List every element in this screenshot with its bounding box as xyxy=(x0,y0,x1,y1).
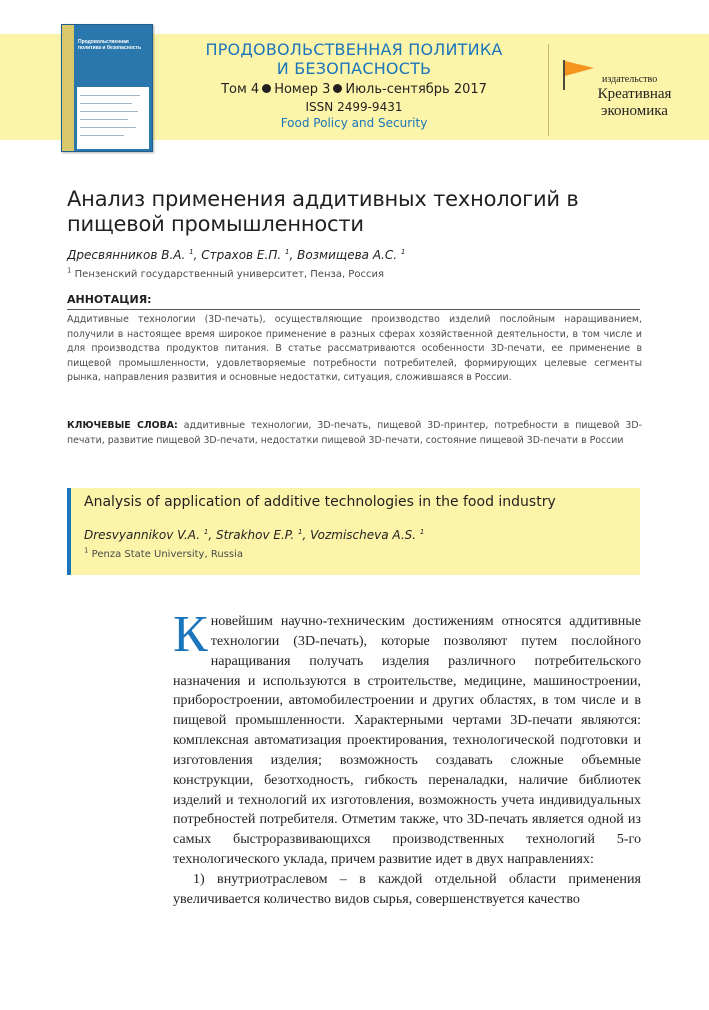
article-title: Анализ применения аддитивных технологий в пищевой промышленности xyxy=(67,187,579,236)
cover-line xyxy=(80,127,136,128)
journal-issue xyxy=(170,81,538,99)
author-name: Дресвянников В.А. xyxy=(67,248,186,262)
journal-title xyxy=(170,40,538,78)
journal-number: Номер 3 xyxy=(274,82,331,97)
author-name: Dresvyannikov V.A. xyxy=(84,528,201,542)
author-name: Vozmischeva A.S. xyxy=(310,528,417,542)
affiliation-num: 1 xyxy=(84,546,89,555)
journal-period: Июль-сентябрь 2017 xyxy=(345,82,487,97)
cover-contents-page xyxy=(77,87,149,149)
cover-line xyxy=(80,95,140,96)
keywords-label: КЛЮЧЕВЫЕ СЛОВА: xyxy=(67,420,178,431)
author-aff: 1 xyxy=(298,528,303,536)
author-name: Strakhov E.P. xyxy=(215,528,295,542)
author-name: Возмищева А.С. xyxy=(297,248,398,262)
journal-title-line2: И БЕЗОПАСНОСТЬ xyxy=(276,59,432,78)
publisher-small-label: издательство xyxy=(602,74,658,85)
abstract-label: АННОТАЦИЯ: xyxy=(67,293,152,306)
publisher-name-line1: Креативная xyxy=(597,86,672,102)
authors-ru: Дресвянников В.А. $^1$, Страхов Е.П. $^1$, Возмищева А.С. $^1$ xyxy=(67,248,406,262)
header-divider xyxy=(548,44,549,136)
cover-spine xyxy=(62,25,74,152)
body-paragraph: 1) внутриотраслевом – в каждой отдельной области применения увеличивается количество видов сырья, совершенствуется качество xyxy=(173,870,641,907)
author-name: Страхов Е.П. xyxy=(201,248,282,262)
journal-title-en: Food Policy and Security xyxy=(280,116,428,130)
abstract-rule xyxy=(67,309,640,310)
english-title: Analysis of application of additive technologies in the food industry xyxy=(84,494,556,510)
affiliation-num: 1 xyxy=(67,266,72,275)
author-aff: 1 xyxy=(419,528,425,536)
affiliation-text: Penza State University, Russia xyxy=(91,549,243,560)
paragraph-text: новейшим научно-техническим достижениям относятся аддитивные технологии (3D-печать), которые позволяют путем послойного наращивания получать изделия различного потребительского назначения и используются в строительстве, медицине, машиностроении, приборостроении, автомобилестроении и других областях, в том числе и в пищевой промышленности. Характерными чертами 3D-печати являются: комплексная автоматизация проектирования, технологической подготовки и изготовления изделия; возможность создавать сложные объемные конструкции, безотходность, гибкость переналадки, наличие библиотек изделий и технологий их изготовления, возможность учета индивидуальных потребностей потребителя. Отметим также, что 3D-печать является одной из самых быстроразвивающихся производственных технологий 5-го технологического уклада, причем развитие идет в двух направлениях: xyxy=(173,613,641,868)
author-aff: 1 xyxy=(189,248,194,256)
english-box-accent xyxy=(67,488,71,575)
bullet-icon xyxy=(262,84,271,93)
journal-info xyxy=(170,40,538,131)
cover-line xyxy=(80,119,128,120)
abstract-text: Аддитивные технологии (3D-печать), осуществляющие производство изделий послойным наращиванием, получили в настоящее время широкое применение в разных сферах хозяйственной деятельности, в том числе и для производства продуктов питания. В статье рассматриваются особенности 3D-печати, ее применение в пищевой промышленности, удовлетворяемые потребности потребителей, формирующих целевые сегменты рынка, направления развития и основные недостатки, ситуация, сложившаяся в России. xyxy=(67,314,642,383)
author-aff: 1 xyxy=(284,248,290,256)
journal-volume: Том 4 xyxy=(221,82,260,97)
cover-line xyxy=(80,135,124,136)
affiliation-ru xyxy=(67,266,384,280)
publisher-name-line2: экономика xyxy=(601,103,668,119)
affiliation-text: Пензенский государственный университет, Пенза, Россия xyxy=(74,269,384,280)
cover-line xyxy=(80,103,132,104)
bullet-icon xyxy=(333,84,342,93)
keywords-text: аддитивные технологии, 3D-печать, пищевой 3D-принтер, потребности в пищевой 3D-печати, развитие пищевой 3D-печати, недостатки пищевой 3D-печати, состояние пищевой 3D-печати в России xyxy=(67,420,642,446)
cover-line xyxy=(80,111,138,112)
dropcap: К xyxy=(173,606,208,663)
journal-cover-image xyxy=(61,24,153,152)
keywords xyxy=(67,419,642,448)
body-paragraph xyxy=(173,606,641,870)
english-authors: Dresvyannikov V.A. $^1$, Strakhov E.P. $^1$, Vozmischeva A.S. $^1$ xyxy=(84,528,425,542)
publisher-name xyxy=(582,86,687,120)
body-text xyxy=(173,606,641,910)
author-aff: 1 xyxy=(203,528,209,536)
english-affiliation xyxy=(84,546,243,560)
journal-issn: ISSN 2499-9431 xyxy=(305,100,403,114)
cover-title: Продовольственная политика и безопасность xyxy=(78,39,142,51)
journal-title-line1: ПРОДОВОЛЬСТВЕННАЯ ПОЛИТИКА xyxy=(205,40,503,59)
author-aff: 1 xyxy=(400,248,406,256)
